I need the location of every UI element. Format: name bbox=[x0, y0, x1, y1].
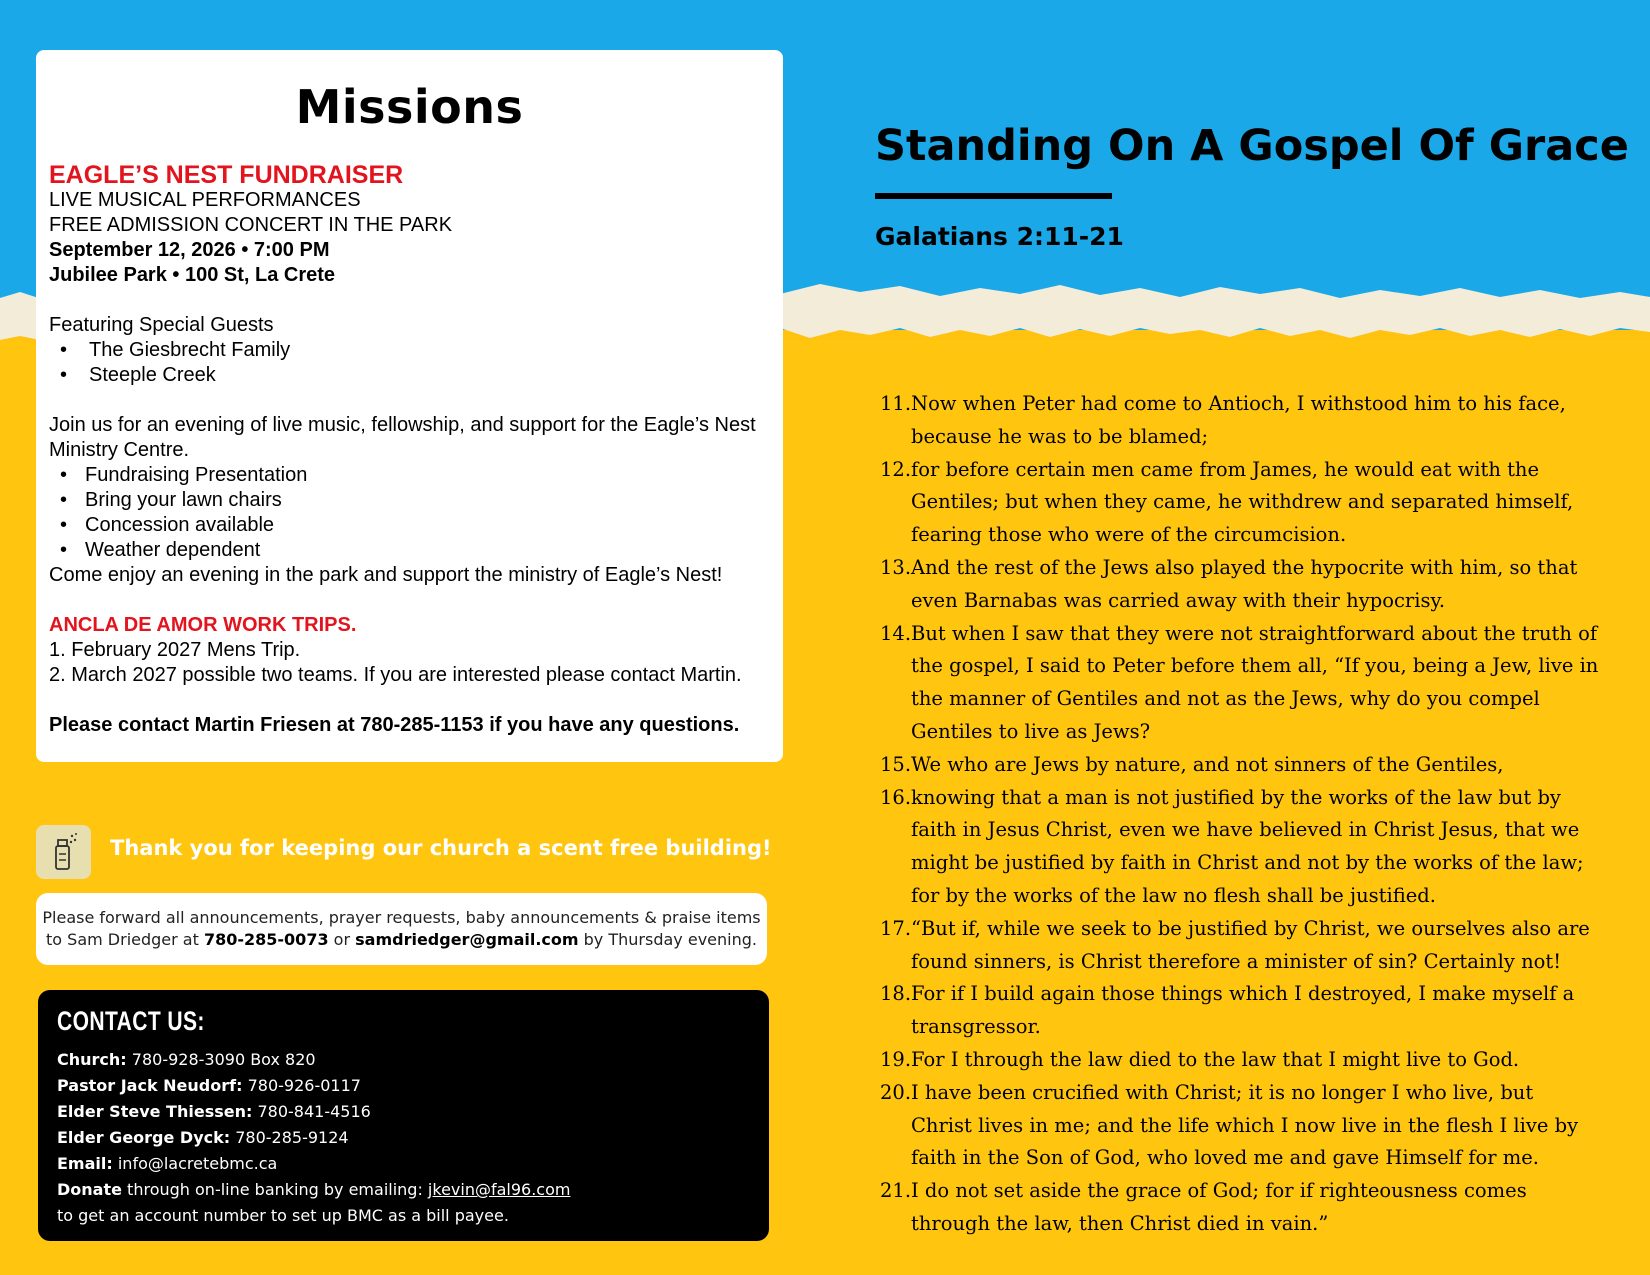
contact-donate: Donate through on-line banking by emailing: jkevin@fal96.com bbox=[57, 1180, 571, 1199]
verse-item: 18. For if I build again those things which I destroyed, I make myself a transgressor. bbox=[880, 982, 1575, 1039]
forward-line-2: to Sam Driedger at 780-285-0073 or samdriedger@gmail.com by Thursday evening. bbox=[46, 930, 757, 949]
verse-item: 15. We who are Jews by nature, and not sinners of the Gentiles, bbox=[880, 752, 1504, 776]
forward-announcements-box bbox=[36, 893, 767, 965]
list-item: • The Giesbrecht Family bbox=[49, 338, 770, 363]
verse-item: 19. For I through the law died to the law that I might live to God. bbox=[880, 1047, 1520, 1071]
event-date: September 12, 2026 • 7:00 PM bbox=[49, 239, 330, 261]
verse-item: 17. “But if, while we seek to be justified by Christ, we ourselves also are found sinners, is Christ therefore a minister of sin? Certainly not! bbox=[880, 916, 1590, 973]
guests-list bbox=[49, 338, 770, 388]
spray-bottle-icon bbox=[36, 825, 91, 879]
donate-email-link[interactable]: jkevin@fal96.com bbox=[427, 1180, 571, 1199]
join-text: Join us for an evening of live music, fellowship, and support for the Eagle’s Nest Ministry Centre. bbox=[49, 414, 756, 461]
trips-heading: ANCLA DE AMOR WORK TRIPS. bbox=[49, 614, 357, 636]
scent-free-message: Thank you for keeping our church a scent free building! bbox=[110, 836, 772, 860]
forward-email[interactable]: samdriedger@gmail.com bbox=[355, 930, 579, 949]
forward-line-1: Please forward all announcements, prayer requests, baby announcements & praise items bbox=[42, 908, 761, 927]
verse-item: 12. for before certain men came from James, he would eat with the Gentiles; but when they came, he withdrew and separated himself, fearing those who were of the circumcision. bbox=[880, 457, 1574, 547]
contact-title: CONTACT US: bbox=[57, 1006, 205, 1036]
contact-box bbox=[38, 990, 769, 1241]
trip-1: 1. February 2027 Mens Trip. bbox=[49, 639, 301, 661]
verse-item: 21. I do not set aside the grace of God; for if righteousness comes through the law, then Christ died in vain.” bbox=[880, 1179, 1527, 1235]
title-underline bbox=[875, 193, 1112, 199]
list-item: • Concession available bbox=[49, 513, 770, 538]
contact-elder-steve: Elder Steve Thiessen: 780-841-4516 bbox=[57, 1102, 371, 1121]
details-list bbox=[49, 463, 770, 563]
contact-note: Please contact Martin Friesen at 780-285-1153 if you have any questions. bbox=[49, 714, 740, 736]
scripture-reference: Galatians 2:11-21 bbox=[875, 222, 1124, 251]
contact-pastor: Pastor Jack Neudorf: 780-926-0117 bbox=[57, 1076, 361, 1095]
fundraiser-heading: EAGLE’S NEST FUNDRAISER bbox=[49, 161, 404, 189]
contact-church: Church: 780-928-3090 Box 820 bbox=[57, 1050, 316, 1069]
list-item: • Bring your lawn chairs bbox=[49, 488, 770, 513]
verse-list bbox=[880, 388, 1600, 1241]
list-item: • Steeple Creek bbox=[49, 363, 770, 388]
contact-elder-george: Elder George Dyck: 780-285-9124 bbox=[57, 1128, 349, 1147]
sermon-title: Standing On A Gospel Of Grace bbox=[875, 121, 1629, 171]
event-location: Jubilee Park • 100 St, La Crete bbox=[49, 264, 336, 286]
closing-text: Come enjoy an evening in the park and support the ministry of Eagle’s Nest! bbox=[49, 564, 723, 586]
missions-title: Missions bbox=[295, 80, 524, 134]
forward-phone: 780-285-0073 bbox=[203, 930, 329, 949]
verse-item: 11. Now when Peter had come to Antioch, I withstood him to his face, because he was to be blamed; bbox=[880, 392, 1566, 448]
list-item: • Fundraising Presentation bbox=[49, 463, 770, 488]
contact-email: Email: info@lacretebmc.ca bbox=[57, 1154, 278, 1173]
contact-donate-line-2: to get an account number to set up BMC as a bill payee. bbox=[57, 1206, 509, 1225]
list-item: • Weather dependent bbox=[49, 538, 770, 563]
guests-heading: Featuring Special Guests bbox=[49, 314, 274, 336]
missions-card bbox=[36, 50, 783, 762]
trip-2: 2. March 2027 possible two teams. If you are interested please contact Martin. bbox=[49, 664, 742, 686]
verse-item: 16. knowing that a man is not justified by the works of the law but by faith in Jesus Christ, even we have believed in Christ Jesus, that we might be justified by faith in Christ and not by the works of the law; for by the works of the law no flesh shall be justified. bbox=[880, 785, 1584, 907]
verse-item: 13. And the rest of the Jews also played the hypocrite with him, so that even Barnabas was carried away with their hypocrisy. bbox=[880, 555, 1578, 612]
fundraiser-line-2: FREE ADMISSION CONCERT IN THE PARK bbox=[49, 214, 453, 236]
fundraiser-line-1: LIVE MUSICAL PERFORMANCES bbox=[49, 189, 361, 211]
verse-item: 14. But when I saw that they were not straightforward about the truth of the gospel, I said to Peter before them all, “If you, being a Jew, live in the manner of Gentiles and not as the Jews, why do you compel Gentiles to live as Jews? bbox=[880, 621, 1599, 743]
verse-item: 20. I have been crucified with Christ; it is no longer I who live, but Christ lives in me; and the life which I now live in the flesh I live by faith in the Son of God, who loved me and gave Himself for me. bbox=[880, 1080, 1579, 1170]
